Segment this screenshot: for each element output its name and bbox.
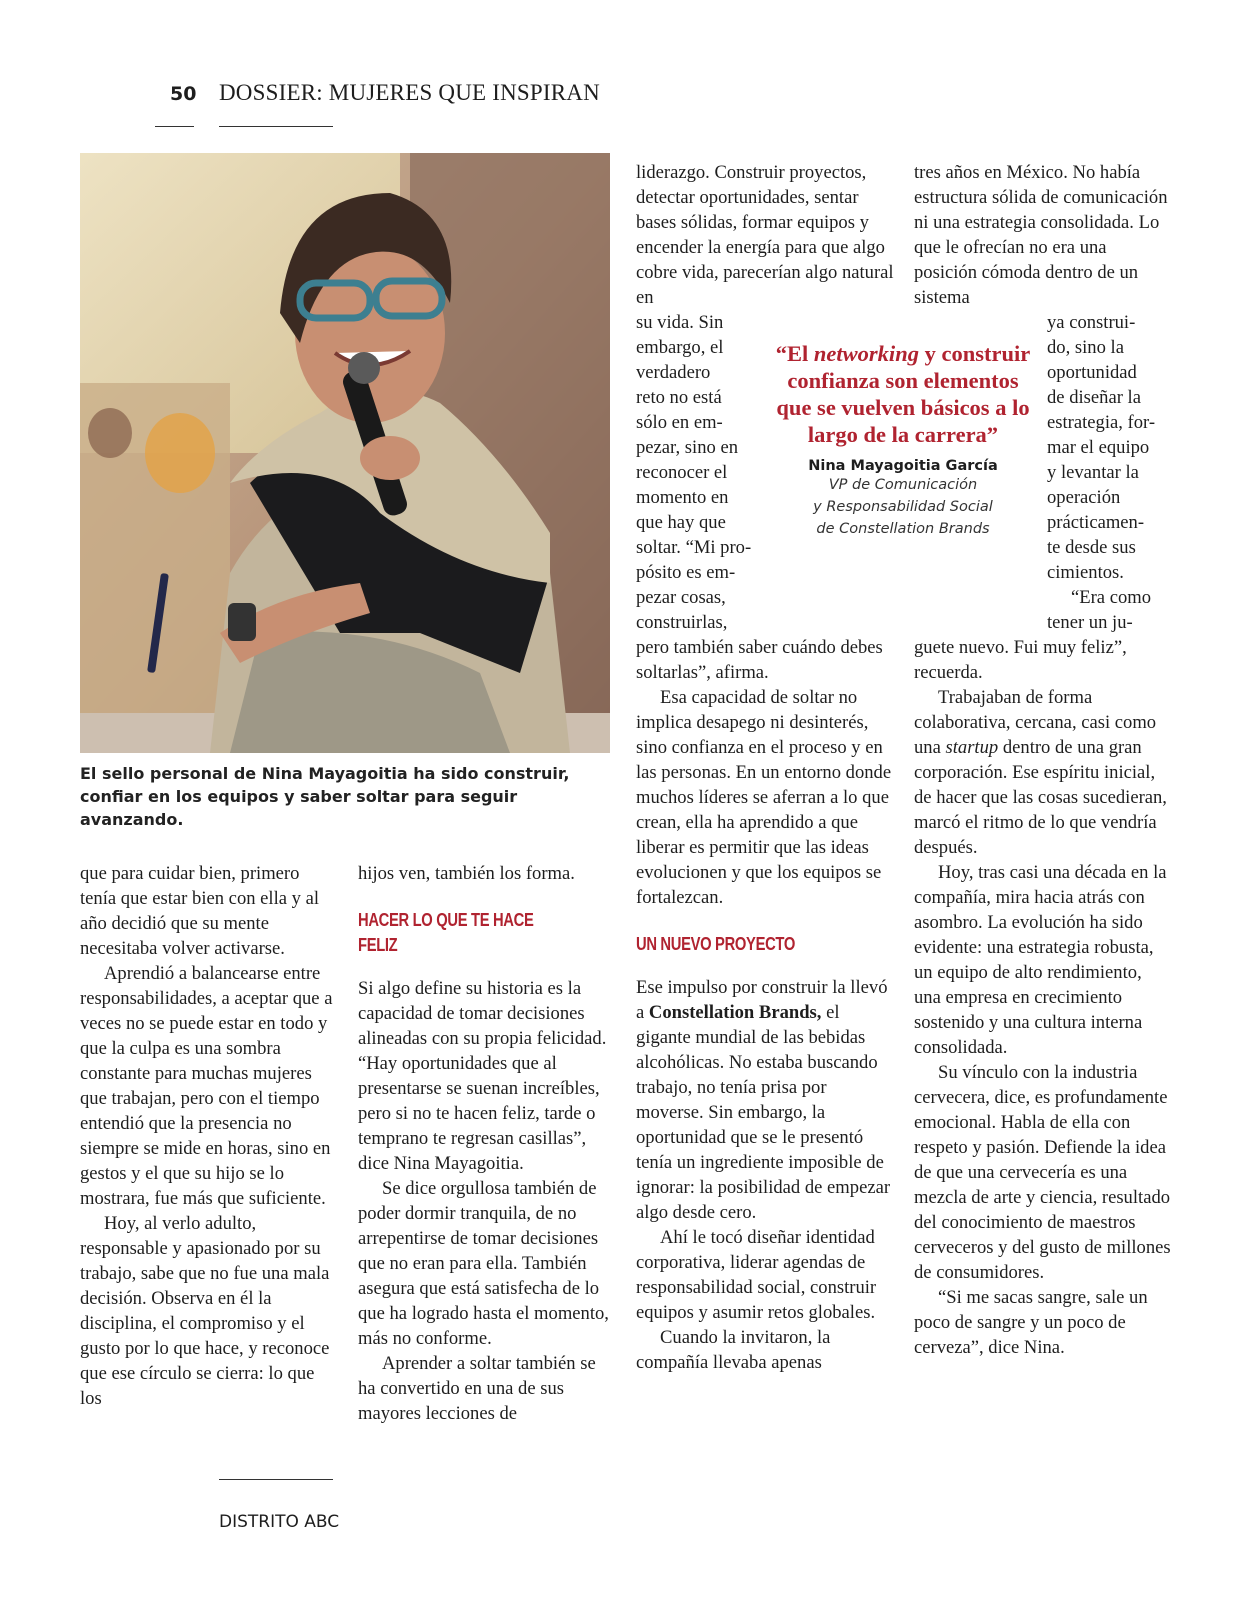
text-run: Trabajaban de forma colaborativa, cercana, casi como una — [914, 687, 1157, 758]
text-line: ya construi- — [1047, 312, 1136, 333]
subheading: HACER LO QUE TE HACE FELIZ — [358, 910, 534, 955]
text-line: reconocer el — [636, 462, 728, 483]
quote-emphasis: networking — [813, 341, 919, 366]
paragraph: liderazgo. Construir proyectos, detectar oportunidades, sentar bases sólidas, formar equipos y encender la energía para que algo cobre vida, parecerían algo natural en — [636, 162, 894, 308]
quote-author: Nina Mayagoitia García — [808, 458, 998, 474]
footer-rule — [219, 1479, 333, 1480]
paragraph: Cuando la invitaron, la compañía llevaba apenas — [636, 1327, 831, 1373]
text-line: oportunidad — [1047, 362, 1137, 383]
text-line: cimientos. — [1047, 562, 1124, 583]
text-line: operación — [1047, 487, 1121, 508]
quote-role: de Constellation Brands — [816, 521, 990, 537]
page-number: 50 — [170, 83, 197, 105]
paragraph: Se dice orgullosa también de poder dormir tranquila, de no arrepentirse de tomar decisiones que no eran para ella. También asegura que está satisfecha de lo que ha logrado hasta el momento, más no conforme. — [358, 1178, 609, 1349]
text-line: construirlas, — [636, 612, 728, 633]
text-line: momento en — [636, 487, 729, 508]
paragraph-narrow — [636, 310, 766, 635]
paragraph: “Si me sacas sangre, sale un poco de sangre y un poco de cerveza”, dice Nina. — [914, 1287, 1148, 1358]
paragraph: Aprender a soltar también se ha convertido en una de sus mayores lecciones de — [358, 1353, 596, 1424]
subheading: UN NUEVO PROYECTO — [636, 934, 796, 954]
portrait-photo — [80, 153, 610, 753]
section-title: DOSSIER: MUJERES QUE INSPIRAN — [219, 80, 600, 105]
paragraph: Su vínculo con la industria cervecera, dice, es profundamente emocional. Habla de ella con respeto y pasión. Defiende la idea de que una cervecería es una mezcla de arte y ciencia, resultado del conocimiento de maestros cerveceros y del gusto de millones de consumidores. — [914, 1062, 1171, 1283]
text-emphasis: startup — [945, 737, 999, 758]
text-line: reto no está — [636, 387, 722, 408]
text-line: “Era como — [1071, 587, 1152, 608]
paragraph: que para cuidar bien, primero tenía que estar bien con ella y al año decidió que su mente necesitaba volver activarse. — [80, 863, 320, 959]
paragraph: guete nuevo. Fui muy feliz”, recuerda. — [914, 637, 1127, 683]
quote-role: VP de Comunicación — [828, 477, 978, 493]
text-line: soltar. “Mi pro- — [636, 537, 752, 558]
paragraph: Si algo define su historia es la capacidad de tomar decisiones alineadas con su propia felicidad. “Hay oportunidades que al presentarse se suenan increíbles, pero si no te hacen feliz, tarde o temprano te regresan casillas”, dice Nina Mayagoitia. — [358, 978, 607, 1174]
text-line: prácticamen- — [1047, 512, 1145, 533]
paragraph: Hoy, tras casi una década en la compañía, mira hacia atrás con asombro. La evolución ha sido evidente: una estrategia robusta, un equipo de alto rendimiento, una empresa en crecimiento sostenido y una cultura interna consolidada. — [914, 862, 1167, 1058]
text-line: mar el equipo — [1047, 437, 1150, 458]
text-line: pezar, sino en — [636, 437, 738, 458]
text-line: tener un ju- — [1047, 612, 1133, 633]
text-line: estrategia, for- — [1047, 412, 1156, 433]
paragraph: Aprendió a balancearse entre responsabilidades, a aceptar que a veces no se puede estar en todo y que la culpa es una sombra constante para muchas mujeres que trabajan, pero con el tiempo entendió que la presencia no siempre se mide en horas, sino en gestos y el que su hijo se lo mostrara, fue más que suficiente. — [80, 963, 333, 1209]
text-line: embargo, el — [636, 337, 724, 358]
text-line: que hay que — [636, 512, 726, 533]
paragraph: hijos ven, también los forma. — [358, 863, 575, 884]
text-line: de diseñar la — [1047, 387, 1141, 408]
portrait-illustration — [80, 153, 610, 753]
text-line: pezar cosas, — [636, 587, 726, 608]
company-name: Constellation Brands, — [648, 1002, 822, 1023]
paragraph: tres años en México. No había estructura sólida de comunicación ni una estrategia consolidada. Lo que le ofrecían no era una posición cómoda dentro de un sistema — [914, 162, 1168, 308]
text-run: dentro de una gran corporación. Ese espíritu inicial, de hacer que las cosas sucedieran, marcó el ritmo de lo que vendría después. — [914, 737, 1167, 858]
paragraph: Esa capacidad de soltar no implica desapego ni desinterés, sino confianza en el proceso y en las personas. En un entorno donde muchos líderes se aferran a lo que crean, ella ha aprendido a que liberar es permitir que las ideas evolucionen y que los equipos se fortalezcan. — [636, 687, 892, 908]
text-line: pósito es em- — [636, 562, 736, 583]
paragraph: pero también saber cuándo debes soltarlas”, afirma. — [636, 637, 883, 683]
quote-text-run: y construir confianza son elementos que se vuelven básicos a lo largo de la carrera” — [776, 341, 1031, 447]
text-line: y levantar la — [1047, 462, 1139, 483]
text-line: su vida. Sin — [636, 312, 724, 333]
quote-role: y Responsabilidad Social — [813, 499, 993, 515]
column-4 — [914, 160, 1172, 1360]
paragraph-narrow — [1047, 310, 1172, 635]
header-rule-left — [155, 126, 194, 127]
quote-text-run: “El — [775, 341, 814, 366]
paragraph — [636, 975, 894, 1225]
column-2 — [358, 861, 613, 1426]
photo-caption: El sello personal de Nina Mayagoitia ha sido construir, confiar en los equipos y saber soltar para seguir avanzando. — [80, 764, 570, 829]
column-1 — [80, 861, 335, 1411]
text-line: verdadero — [636, 362, 711, 383]
text-line: do, sino la — [1047, 337, 1124, 358]
header-rule-right — [219, 126, 333, 127]
publication-name: DISTRITO ABC — [219, 1512, 340, 1532]
text-line: te desde sus — [1047, 537, 1136, 558]
text-run: Ese impulso por construir la llevó a — [636, 977, 888, 1023]
text-line: sólo en em- — [636, 412, 723, 433]
paragraph — [914, 685, 1172, 860]
paragraph: Ahí le tocó diseñar identidad corporativa, liderar agendas de responsabilidad social, construir equipos y asumir retos globales. — [636, 1227, 877, 1323]
text-run: el gigante mundial de las bebidas alcohólicas. No estaba buscando trabajo, no tenía prisa por moverse. Sin embargo, la oportunidad que se le presentó tenía un ingrediente imposible de ignorar: la posibilidad de empezar algo desde cero. — [636, 1002, 891, 1223]
paragraph: Hoy, al verlo adulto, responsable y apasionado por su trabajo, sabe que no fue una mala decisión. Observa en él la disciplina, el compromiso y el gusto por lo que hace, y reconoce que ese círculo se cierra: lo que los — [80, 1213, 330, 1409]
